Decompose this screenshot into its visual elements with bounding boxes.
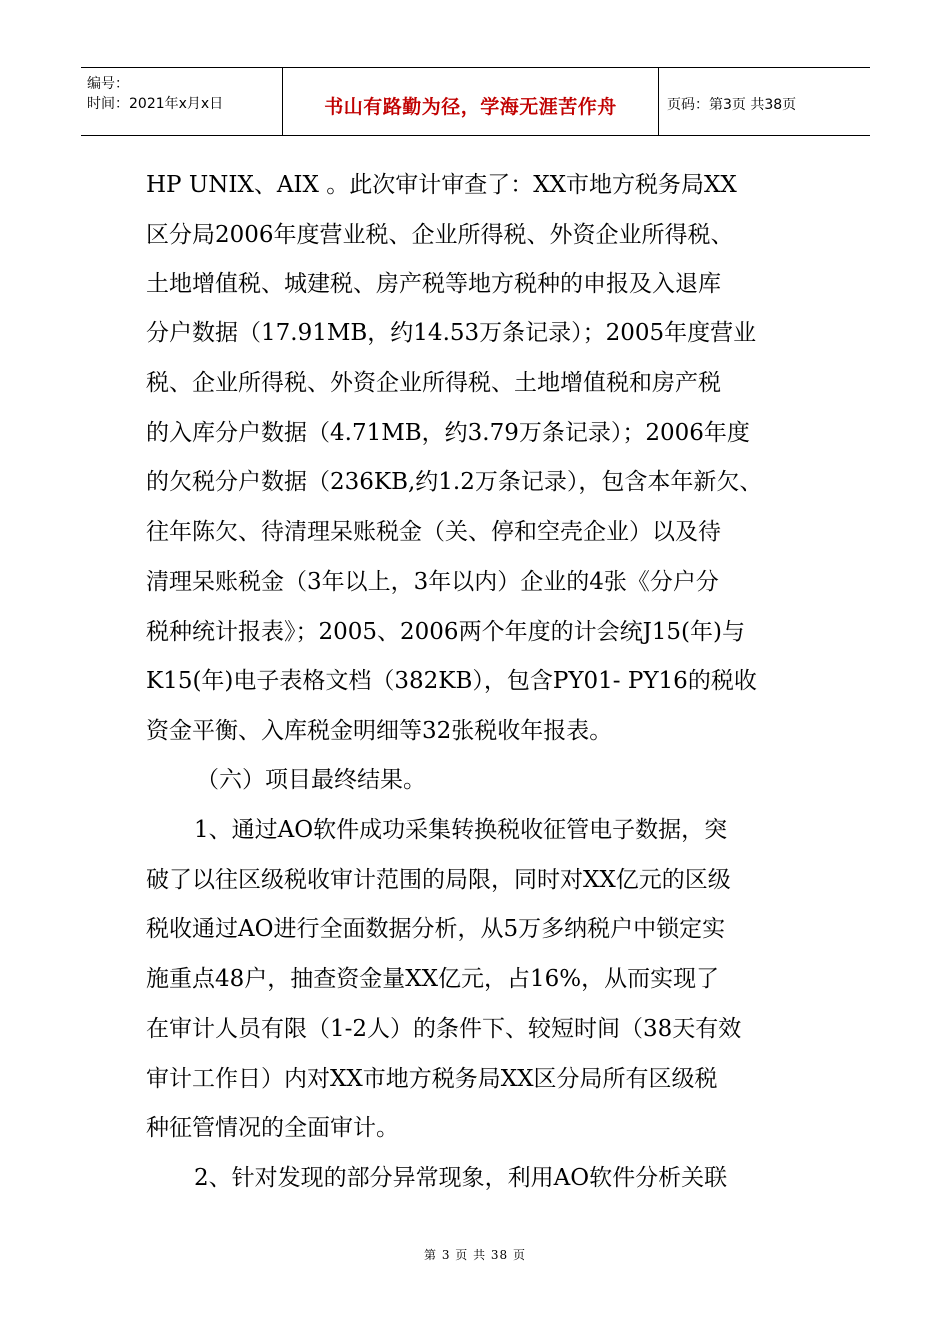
time-label: 时间：2021年x月x日 [87,96,224,112]
body-line: 税、企业所得税、外资企业所得税、土地增值税和房产税 [146,370,721,396]
motto-text: 书山有路勤为径，学海无涯苦作舟 [324,96,617,118]
body-line: 1、通过AO软件成功采集转换税收征管电子数据，突 [194,817,728,843]
body-line: 分户数据（17.91MB，约14.53万条记录）；2005年度营业 [146,320,757,346]
body-line: HP UNIX、AIX 。此次审计审查了：XX市地方税务局XX [146,172,737,198]
body-line: 在审计人员有限（1-2人）的条件下、较短时间（38天有效 [146,1016,742,1042]
body-line: 往年陈欠、待清理呆账税金（关、停和空壳企业）以及待 [146,519,721,545]
page-info: 页码：第3页 共38页 [667,97,797,113]
body-line: 施重点48户，抽查资金量XX亿元，占16%，从而实现了 [146,966,720,992]
body-line: 土地增值税、城建税、房产税等地方税种的申报及入退库 [146,271,721,297]
body-line: K15(年)电子表格文档（382KB），包含PY01- PY16的税收 [146,668,757,694]
section-heading: （六）项目最终结果。 [196,767,426,793]
body-line: 的入库分户数据（4.71MB，约3.79万条记录）；2006年度 [146,420,750,446]
number-label: 编号： [87,76,129,92]
body-line: 种征管情况的全面审计。 [146,1115,399,1141]
body-line: 税收通过AO进行全面数据分析，从5万多纳税户中锁定实 [146,916,726,942]
body-line: 区分局2006年度营业税、企业所得税、外资企业所得税、 [146,222,734,248]
page-footer: 第 3 页 共 38 页 [424,1248,526,1262]
body-line: 资金平衡、入库税金明细等32张税收年报表。 [146,718,613,744]
body-line: 税种统计报表》；2005、2006两个年度的计会统J15(年)与 [146,619,745,645]
body-line: 2、针对发现的部分异常现象，利用AO软件分析关联 [194,1165,728,1191]
body-line: 清理呆账税金（3年以上，3年以内）企业的4张《分户分 [146,569,719,595]
body-line: 审计工作日）内对XX市地方税务局XX区分局所有区级税 [146,1066,718,1092]
body-line: 破了以往区级税收审计范围的局限，同时对XX亿元的区级 [146,867,731,893]
body-line: 的欠税分户数据（236KB,约1.2万条记录），包含本年新欠、 [146,469,763,495]
